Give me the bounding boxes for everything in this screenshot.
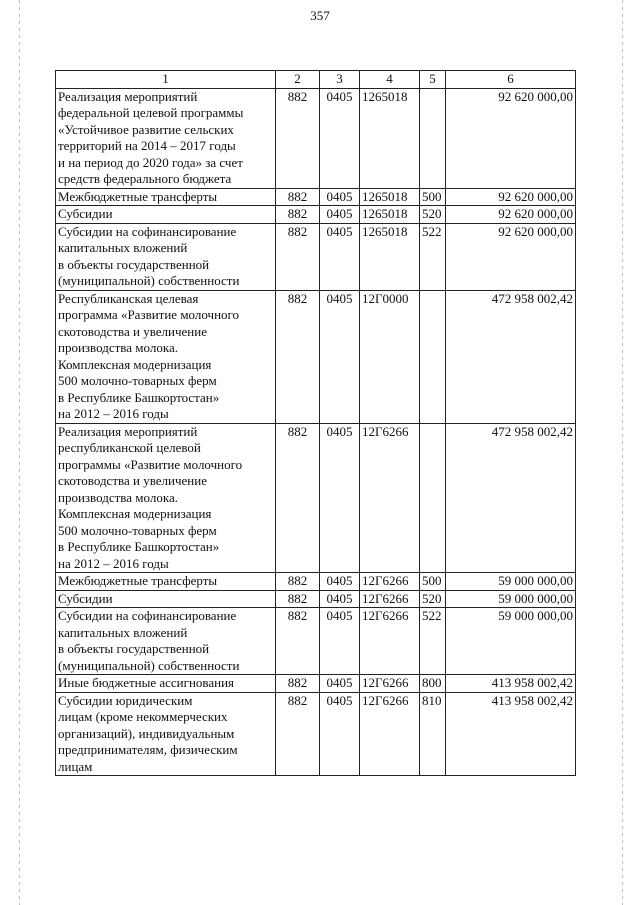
- header-cell: 2: [276, 71, 320, 89]
- amount-cell: 92 620 000,00: [446, 206, 576, 224]
- item-name-cell: Республиканская целевая программа «Развитие молочного скотоводства и увеличение производства молока. Комплексная модернизация 500 молочно-товарных ферм в Республике Башкортостан» на 2012 – 2016 годы: [56, 290, 276, 423]
- section-code-cell: 0405: [320, 590, 360, 608]
- section-code-cell: 0405: [320, 223, 360, 290]
- expense-type-cell: 520: [420, 206, 446, 224]
- section-code-cell: 0405: [320, 206, 360, 224]
- article-code-cell: 1265018: [360, 88, 420, 188]
- expense-type-cell: 522: [420, 223, 446, 290]
- item-name-cell: Межбюджетные трансферты: [56, 573, 276, 591]
- article-code-cell: 12Г6266: [360, 573, 420, 591]
- budget-table: [55, 70, 576, 776]
- table-row: [56, 692, 576, 776]
- table-row: [56, 223, 576, 290]
- admin-code-cell: 882: [276, 188, 320, 206]
- expense-type-cell: [420, 423, 446, 573]
- item-name-cell: Субсидии на софинансирование капитальных вложений в объекты государственной (муниципальной) собственности: [56, 608, 276, 675]
- admin-code-cell: 882: [276, 608, 320, 675]
- item-name-cell: Иные бюджетные ассигнования: [56, 675, 276, 693]
- item-name-cell: Субсидии: [56, 206, 276, 224]
- admin-code-cell: 882: [276, 573, 320, 591]
- article-code-cell: 1265018: [360, 223, 420, 290]
- page-number: 357: [310, 8, 330, 23]
- section-code-cell: 0405: [320, 608, 360, 675]
- table-body: [56, 88, 576, 776]
- section-code-cell: 0405: [320, 692, 360, 776]
- article-code-cell: 12Г0000: [360, 290, 420, 423]
- header-cell: 4: [360, 71, 420, 89]
- admin-code-cell: 882: [276, 223, 320, 290]
- item-name-cell: Субсидии юридическим лицам (кроме некоммерческих организаций), индивидуальным предпринимателям, физическим лицам: [56, 692, 276, 776]
- amount-cell: 92 620 000,00: [446, 188, 576, 206]
- admin-code-cell: 882: [276, 692, 320, 776]
- admin-code-cell: 882: [276, 88, 320, 188]
- expense-type-cell: 522: [420, 608, 446, 675]
- section-code-cell: 0405: [320, 675, 360, 693]
- section-code-cell: 0405: [320, 573, 360, 591]
- item-name-cell: Субсидии: [56, 590, 276, 608]
- table-row: [56, 88, 576, 188]
- item-name-cell: Субсидии на софинансирование капитальных вложений в объекты государственной (муниципальной) собственности: [56, 223, 276, 290]
- scan-artifact-line: [19, 0, 20, 905]
- article-code-cell: 1265018: [360, 188, 420, 206]
- table-row: [56, 188, 576, 206]
- expense-type-cell: [420, 88, 446, 188]
- article-code-cell: 12Г6266: [360, 423, 420, 573]
- section-code-cell: 0405: [320, 188, 360, 206]
- expense-type-cell: 500: [420, 188, 446, 206]
- table-row: [56, 423, 576, 573]
- item-name-cell: Реализация мероприятий республиканской целевой программы «Развитие молочного скотоводства и увеличение производства молока. Комплексная модернизация 500 молочно-товарных ферм в Республике Башкортостан» на 2012 – 2016 годы: [56, 423, 276, 573]
- admin-code-cell: 882: [276, 290, 320, 423]
- admin-code-cell: 882: [276, 206, 320, 224]
- table-row: [56, 206, 576, 224]
- table-row: [56, 590, 576, 608]
- expense-type-cell: 520: [420, 590, 446, 608]
- admin-code-cell: 882: [276, 423, 320, 573]
- amount-cell: 92 620 000,00: [446, 223, 576, 290]
- table-header-row: [56, 71, 576, 89]
- admin-code-cell: 882: [276, 675, 320, 693]
- amount-cell: 472 958 002,42: [446, 290, 576, 423]
- expense-type-cell: 810: [420, 692, 446, 776]
- expense-type-cell: 800: [420, 675, 446, 693]
- amount-cell: 92 620 000,00: [446, 88, 576, 188]
- expense-type-cell: 500: [420, 573, 446, 591]
- table-row: [56, 290, 576, 423]
- article-code-cell: 12Г6266: [360, 675, 420, 693]
- table-row: [56, 608, 576, 675]
- table-row: [56, 675, 576, 693]
- header-cell: 5: [420, 71, 446, 89]
- article-code-cell: 12Г6266: [360, 608, 420, 675]
- scan-artifact-line: [622, 0, 623, 905]
- table-row: [56, 573, 576, 591]
- item-name-cell: Реализация мероприятий федеральной целевой программы «Устойчивое развитие сельских территорий на 2014 – 2017 годы и на период до 2020 года» за счет средств федерального бюджета: [56, 88, 276, 188]
- header-cell: 3: [320, 71, 360, 89]
- amount-cell: 413 958 002,42: [446, 675, 576, 693]
- section-code-cell: 0405: [320, 423, 360, 573]
- header-cell: 1: [56, 71, 276, 89]
- article-code-cell: 12Г6266: [360, 692, 420, 776]
- amount-cell: 59 000 000,00: [446, 590, 576, 608]
- header-cell: 6: [446, 71, 576, 89]
- amount-cell: 59 000 000,00: [446, 573, 576, 591]
- amount-cell: 59 000 000,00: [446, 608, 576, 675]
- amount-cell: 472 958 002,42: [446, 423, 576, 573]
- section-code-cell: 0405: [320, 88, 360, 188]
- expense-type-cell: [420, 290, 446, 423]
- amount-cell: 413 958 002,42: [446, 692, 576, 776]
- section-code-cell: 0405: [320, 290, 360, 423]
- item-name-cell: Межбюджетные трансферты: [56, 188, 276, 206]
- article-code-cell: 1265018: [360, 206, 420, 224]
- article-code-cell: 12Г6266: [360, 590, 420, 608]
- admin-code-cell: 882: [276, 590, 320, 608]
